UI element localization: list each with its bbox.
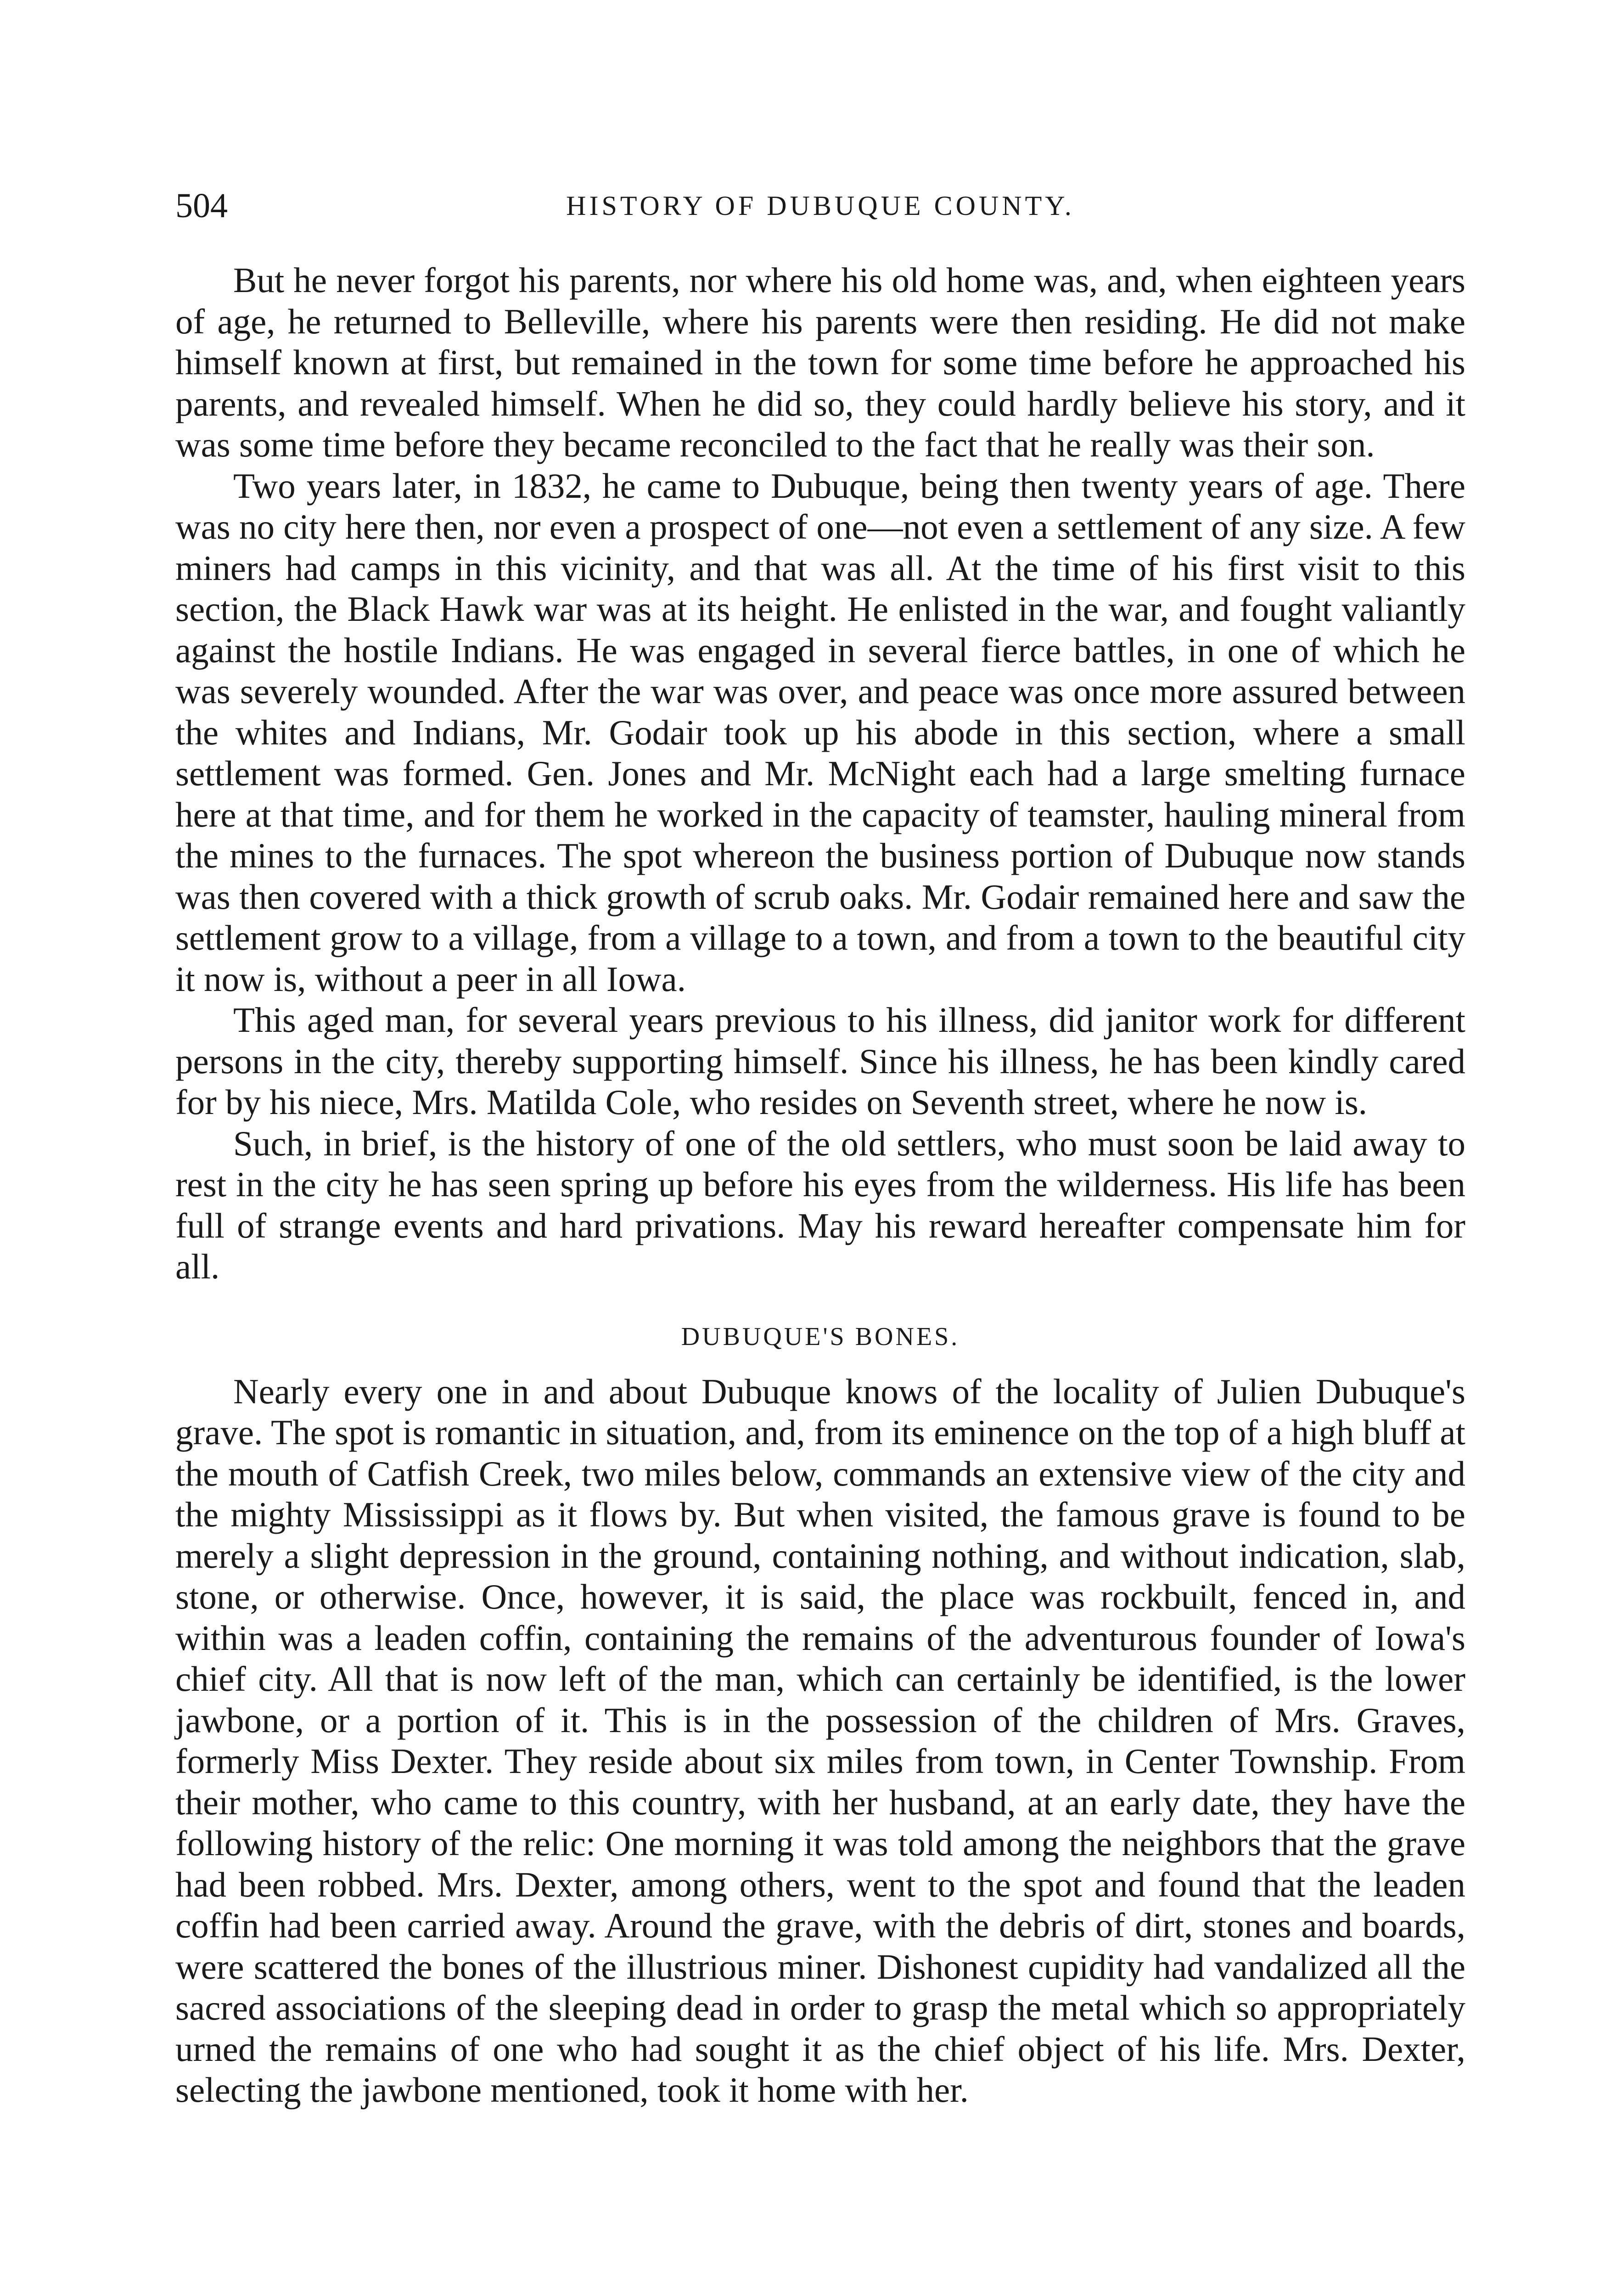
section-title: DUBUQUE'S BONES. [681,1322,960,1351]
paragraph-janitor-work: This aged man, for several years previous to his illness, did janitor work for different persons in the city, thereby supporting himself. Since his illness, he has been kindly cared for by his niece, Mrs. Matilda Cole, who resides on Seventh street, where he now is. [175,1000,1465,1122]
paragraph-old-settler-summary: Such, in brief, is the history of one of the old settlers, who must soon be laid away to rest in the city he has seen spring up before his eyes from the wilderness. His life has been full of strange events and hard privations. May his reward hereafter compensate him for all. [175,1123,1465,1286]
page-number: 504 [175,186,228,225]
paragraph-return-to-belleville: But he never forgot his parents, nor where his old home was, and, when eighteen years of age, he returned to Belleville, where his parents were then residing. He did not make himself known at first, but remained in the town for some time before he approached his parents, and revealed himself. When he did so, they could hardly believe his story, and it was some time before they became reconciled to the fact that he really was their son. [175,260,1465,464]
running-title: HISTORY OF DUBUQUE COUNTY. [566,191,1075,221]
page-header [175,183,1465,229]
paragraph-arrival-in-dubuque: Two years later, in 1832, he came to Dubuque, being then twenty years of age. There was no city here then, nor even a prospect of one—not even a settlement of any size. A few miners had camps in this vicinity, and that was all. At the time of his first visit to this section, the Black Hawk war was at its height. He enlisted in the war, and fought valiantly against the hostile Indians. He was engaged in several fierce battles, in one of which he was severely wounded. After the war was over, and peace was once more assured between the whites and Indians, Mr. Godair took up his abode in this section, where a small settlement was formed. Gen. Jones and Mr. McNight each had a large smelting furnace here at that time, and for them he worked in the capacity of teamster, hauling mineral from the mines to the furnaces. The spot whereon the business portion of Dubuque now stands was then covered with a thick growth of scrub oaks. Mr. Godair remained here and saw the settlement grow to a village, from a village to a town, and from a town to the beautiful city it now is, without a peer in all Iowa. [175,466,1465,999]
page-body [175,260,1465,2111]
paragraph-dubuques-grave: Nearly every one in and about Dubuque knows of the locality of Julien Dubuque's grave. The spot is romantic in situation, and, from its eminence on the top of a high bluff at the mouth of Catfish Creek, two miles below, commands an extensive view of the city and the mighty Mississippi as it flows by. But when visited, the famous grave is found to be merely a slight depression in the ground, containing nothing, and without indication, slab, stone, or otherwise. Once, however, it is said, the place was rockbuilt, fenced in, and within was a leaden coffin, containing the remains of the adventurous founder of Iowa's chief city. All that is now left of the man, which can certainly be identified, is the lower jawbone, or a portion of it. This is in the possession of the children of Mrs. Graves, formerly Miss Dexter. They reside about six miles from town, in Center Township. From their mother, who came to this country, with her husband, at an early date, they have the following history of the relic: One morning it was told among the neighbors that the grave had been robbed. Mrs. Dexter, among others, went to the spot and found that the leaden coffin had been carried away. Around the grave, with the debris of dirt, stones and boards, were scattered the bones of the illustrious miner. Dishonest cupidity had vandalized all the sacred associations of the sleeping dead in order to grasp the metal which so appropriately urned the remains of one who had sought it as the chief object of his life. Mrs. Dexter, selecting the jawbone mentioned, took it home with her. [175,1371,1465,2110]
